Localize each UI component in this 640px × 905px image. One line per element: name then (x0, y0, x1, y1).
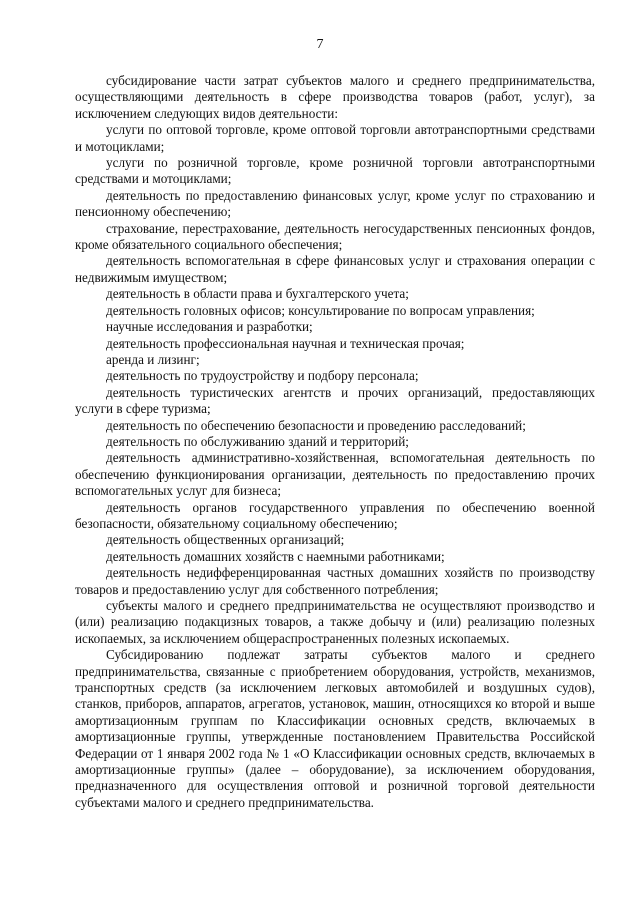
list-item: деятельность туристических агентств и прочих организаций, предоставляющих услуги в сфере туризма; (75, 384, 595, 417)
paragraph: Субсидированию подлежат затраты субъектов малого и среднего предпринимательства, связанные с приобретением оборудования, устройств, механизмов, транспортных средств (за исключением легковых автомобилей и воздушных судов), станков, приборов, аппаратов, агрегатов, установок, машин, относящихся ко второй и выше амортизационным группам по Классификации основных средств, включаемых в амортизационные группы, утвержденные постановлением Правительства Российской Федерации от 1 января 2002 года № 1 «О Классификации основных средств, включаемых в амортизационные группы» (далее – оборудование), за исключением оборудования, предназначенного для осуществления оптовой и розничной торговой деятельности субъектами малого и среднего предпринимательства. (75, 647, 595, 810)
list-item: услуги по оптовой торговле, кроме оптовой торговли автотранспортными средствами и мотоциклами; (75, 122, 595, 154)
page-number: 7 (316, 37, 324, 52)
document-body (75, 73, 595, 811)
paragraph: субъекты малого и среднего предпринимательства не осуществляют производство и (или) реализацию подакцизных товаров, а также добычу и (или) реализацию полезных ископаемых, за исключением общераспространенных полезных ископаемых. (75, 598, 595, 646)
list-item: деятельность по обеспечению безопасности и проведению расследований; (106, 417, 526, 433)
paragraph: субсидирование части затрат субъектов малого и среднего предпринимательства, осуществляющими деятельность в сфере производства товаров (работ, услуг), за исключением следующих видов деятельности: (75, 73, 595, 121)
list-item: услуги по розничной торговле, кроме розничной торговли автотранспортными средствами и мотоциклами; (75, 155, 595, 187)
list-item: деятельность недифференцированная частных домашних хозяйств по производству товаров и предоставлению услуг для собственного потребления; (75, 565, 595, 597)
list-item: деятельность общественных организаций; (106, 532, 345, 548)
list-item: деятельность головных офисов; консультирование по вопросам управления; (106, 302, 535, 318)
list-item: деятельность профессиональная научная и техническая прочая; (106, 335, 465, 351)
list-item: страхование, перестрахование, деятельность негосударственных пенсионных фондов, кроме обязательного социального обеспечения; (75, 220, 595, 253)
list-item: научные исследования и разработки; (106, 319, 313, 335)
list-item: аренда и лизинг; (106, 351, 200, 367)
list-item: деятельность по предоставлению финансовых услуг, кроме услуг по страхованию и пенсионному обеспечению; (75, 187, 595, 220)
list-item: деятельность по обслуживанию зданий и территорий; (106, 433, 409, 449)
list-item: деятельность органов государственного управления по обеспечению военной безопасности, обязательному социальному обеспечению; (75, 499, 595, 531)
list-item: деятельность административно-хозяйственная, вспомогательная деятельность по обеспечению функционирования организации, деятельность по предоставлению прочих вспомогательных услуг для бизнеса; (75, 450, 595, 499)
list-item: деятельность по трудоустройству и подбору персонала; (106, 368, 419, 384)
list-item: деятельность в области права и бухгалтерского учета; (106, 286, 409, 302)
list-item: деятельность домашних хозяйств с наемными работниками; (106, 548, 445, 564)
list-item: деятельность вспомогательная в сфере финансовых услуг и страхования операции с недвижимым имуществом; (75, 253, 595, 285)
